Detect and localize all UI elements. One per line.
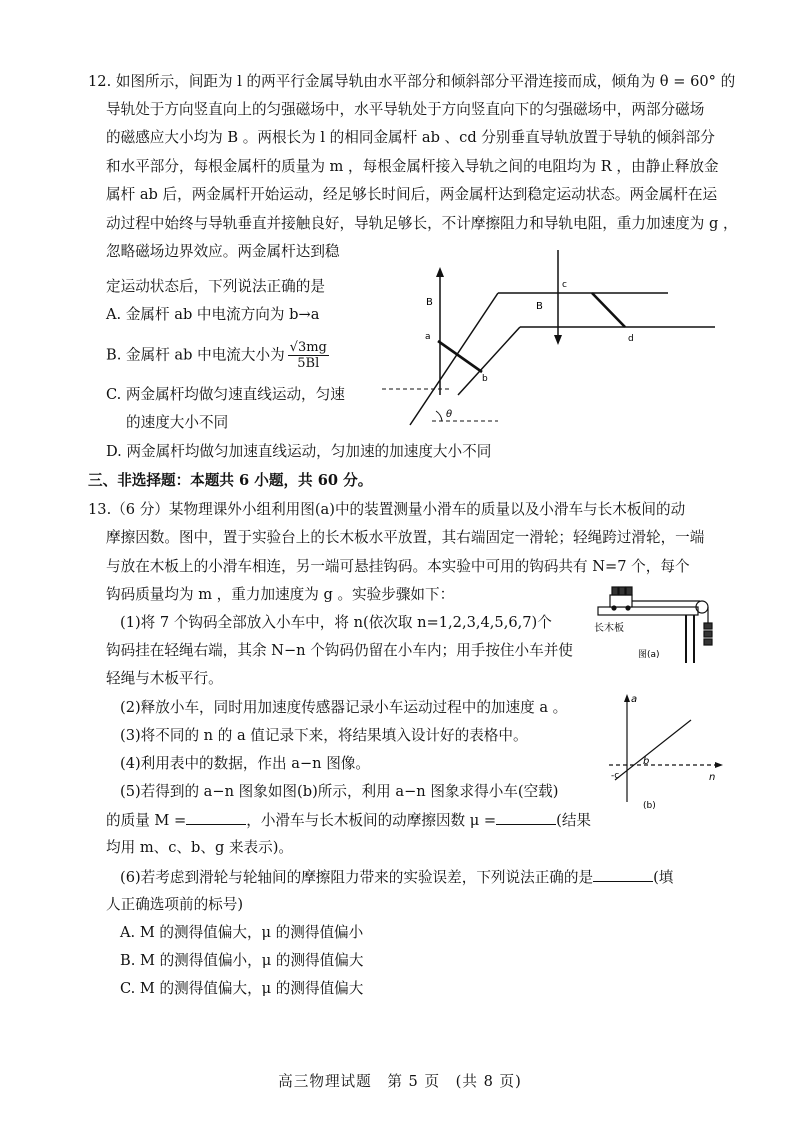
figure-a-caption: 图(a) xyxy=(638,650,660,660)
rod-cd xyxy=(592,293,625,327)
figure-b-caption: (b) xyxy=(643,801,656,811)
cart-wheel xyxy=(612,606,616,610)
mass-answer-blank[interactable] xyxy=(186,810,246,825)
q13-step3: (3)将不同的 n 的 a 值记录下来，将结果填入设计好的表格中。 xyxy=(120,727,528,744)
q13-step6-fill-text: (填 xyxy=(653,869,674,886)
axis-label-b: b xyxy=(643,756,650,767)
q12-option-c-line-1: C. 两金属杆均做匀速直线运动，匀速 xyxy=(106,386,345,403)
q12-line-1: 12. 如图所示，间距为 l 的两平行金属导轨由水平部分和倾斜部分平滑连接而成，倾角为 θ = 60° 的 xyxy=(88,73,736,90)
q12-option-b-fraction xyxy=(288,340,329,371)
q13-step5-line-3: 均用 m、c、b、g 来表示)。 xyxy=(106,839,294,856)
label-theta: θ xyxy=(446,409,453,420)
q13-line-2: 摩擦因数。图中，置于实验台上的长木板水平放置，其右端固定一滑轮；轻绳跨过滑轮，一端 xyxy=(106,529,705,546)
label-d: d xyxy=(628,334,634,344)
field-arrow-up-head xyxy=(436,267,444,277)
q12-line-2: 导轨处于方向竖直向上的匀强磁场中，水平导轨处于方向竖直向下的匀强磁场中，两部分磁场 xyxy=(106,101,705,118)
rod-ab xyxy=(438,341,482,372)
q12-line-7: 忽略磁场边界效应。两金属杆达到稳 xyxy=(106,243,340,260)
cart-weight xyxy=(619,587,625,595)
label-B-right: B xyxy=(536,301,543,312)
q12-option-d: D. 两金属杆均做匀加速直线运动，匀加速的加速度大小不同 xyxy=(106,443,492,460)
section-3-heading: 三、非选择题：本题共 6 小题，共 60 分。 xyxy=(88,472,373,489)
hanging-weight xyxy=(704,631,712,637)
q13-figure-a xyxy=(590,575,725,670)
q13-step1-line-3: 轻绳与木板平行。 xyxy=(106,670,223,687)
q12-option-b xyxy=(106,340,329,371)
cart-weight xyxy=(612,587,618,595)
step6-answer-blank[interactable] xyxy=(593,867,653,882)
cart-weight xyxy=(626,587,632,595)
q12-line-6: 动过程中始终与导轨垂直并接触良好，导轨足够长，不计摩擦阻力和导轨电阻，重力加速度为 g ， xyxy=(106,215,738,232)
q12-option-c-line-2: 的速度大小不同 xyxy=(126,414,229,431)
q13-step5-mass-text: 的质量 M = xyxy=(106,812,187,829)
n-axis-arrowhead xyxy=(715,762,723,768)
q12-option-b-text: B. 金属杆 ab 中电流大小为 xyxy=(106,346,285,364)
q13-step2: (2)释放小车，同时用加速度传感器记录小车运动过程中的加速度 a 。 xyxy=(120,699,568,716)
axis-label-n: n xyxy=(709,772,716,783)
q13-step4: (4)利用表中的数据，作出 a−n 图像。 xyxy=(120,755,370,772)
q13-step5-result-text: (结果 xyxy=(556,812,592,829)
q13-step5-line-1: (5)若得到的 a−n 图象如图(b)所示，利用 a−n 图象求得小车(空载) xyxy=(120,783,559,800)
label-a: a xyxy=(425,332,431,342)
axis-label-a: a xyxy=(631,694,638,705)
q12-line-4: 和水平部分，每根金属杆的质量为 m ，每根金属杆接入导轨之间的电阻均为 R ，由静止释放金 xyxy=(106,158,719,175)
fraction-numerator: √3mg xyxy=(289,340,327,355)
q13-step5-line-2 xyxy=(106,810,591,831)
q13-figure-b xyxy=(605,690,725,815)
q13-step5-mu-text: ，小滑车与长木板间的动摩擦因数 μ = xyxy=(246,812,497,829)
q13-step1-line-2: 钩码挂在轻绳右端，其余 N−n 个钩码仍留在小车内；用手按住小车并使 xyxy=(106,642,573,659)
axis-label-c: -c xyxy=(611,771,620,781)
q13-option-c: C. M 的测得值偏大，μ 的测得值偏大 xyxy=(120,980,364,997)
hanging-weight xyxy=(704,623,712,629)
q13-option-b: B. M 的测得值偏小，μ 的测得值偏大 xyxy=(120,952,364,969)
q13-option-a: A. M 的测得值偏大，μ 的测得值偏小 xyxy=(120,924,364,941)
q13-line-3: 与放在木板上的小滑车相连，另一端可悬挂钩码。本实验中可用的钩码共有 N=7 个，每个 xyxy=(106,558,690,575)
field-arrow-down-head xyxy=(554,335,562,345)
q13-line-1: 13.（6 分）某物理课外小组利用图(a)中的装置测量小滑车的质量以及小滑车与长木板间的动 xyxy=(88,501,686,518)
incline-rail-upper xyxy=(410,293,498,425)
q13-step6-line-1 xyxy=(120,867,673,888)
q12-option-a: A. 金属杆 ab 中电流方向为 b→a xyxy=(106,306,320,323)
q12-rail-figure xyxy=(370,245,730,430)
a-axis-arrowhead xyxy=(624,694,630,702)
board-label: 长木板 xyxy=(594,623,624,634)
q12-line-3: 的磁感应大小均为 B 。两根长为 l 的相同金属杆 ab 、cd 分别垂直导轨放置于导轨的倾斜部分 xyxy=(106,129,715,146)
q12-line-5: 属杆 ab 后，两金属杆开始运动，经足够长时间后，两金属杆达到稳定运动状态。两金属杆在运 xyxy=(106,186,718,203)
q12-line-8: 定运动状态后，下列说法正确的是 xyxy=(106,278,325,295)
hanging-weight xyxy=(704,639,712,645)
q13-step6-line-2: 人正确选项前的标号) xyxy=(106,896,244,913)
cart-wheel xyxy=(626,606,630,610)
q13-step1-line-1: (1)将 7 个钩码全部放入小车中，将 n(依次取 n=1,2,3,4,5,6,7)个 xyxy=(120,614,552,631)
label-b: b xyxy=(482,374,488,384)
q13-line-4: 钩码质量均为 m ，重力加速度为 g 。实验步骤如下： xyxy=(106,586,455,603)
theta-arc xyxy=(436,411,442,421)
page-footer: 高三物理试题 第 5 页 (共 8 页) xyxy=(278,1073,522,1090)
fraction-denominator: 5Bl xyxy=(297,356,320,371)
q13-step6-text: (6)若考虑到滑轮与轮轴间的摩擦阻力带来的实验误差，下列说法正确的是 xyxy=(120,869,594,886)
label-B-left: B xyxy=(426,297,433,308)
label-c: c xyxy=(562,280,567,290)
cart xyxy=(610,595,632,607)
mu-answer-blank[interactable] xyxy=(496,810,556,825)
